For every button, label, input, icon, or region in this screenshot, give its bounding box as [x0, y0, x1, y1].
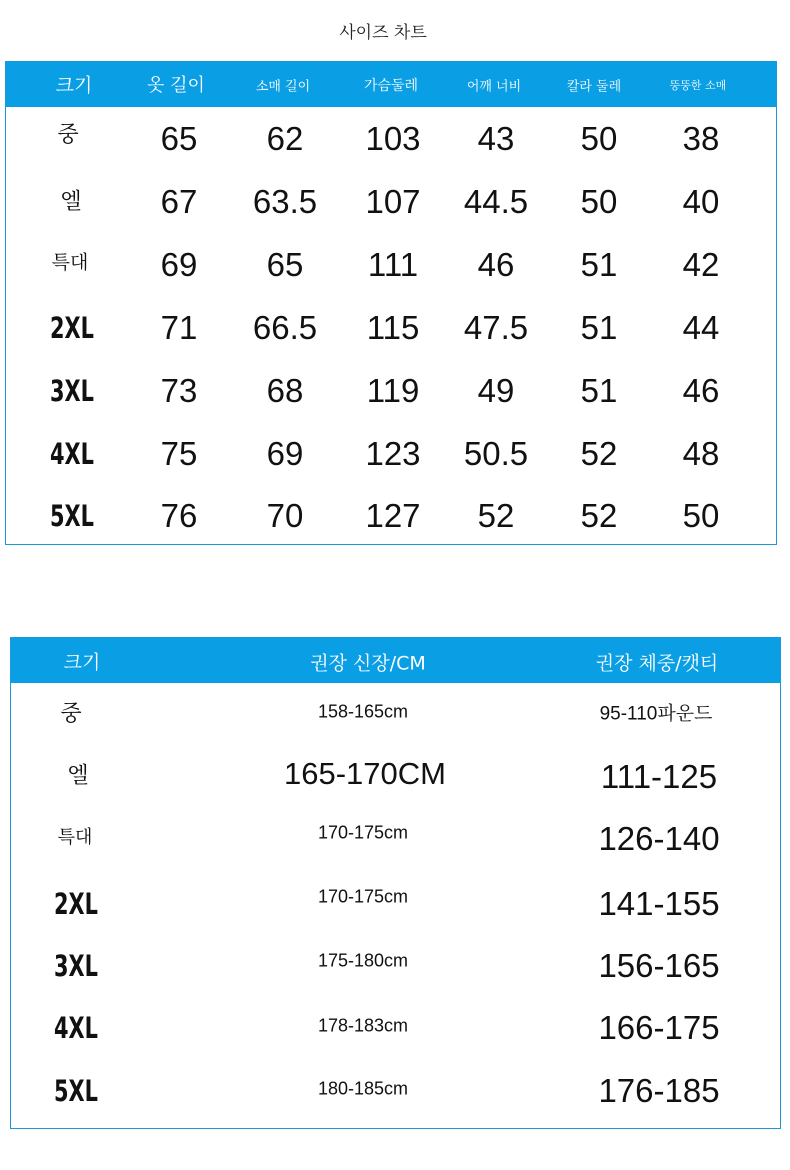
size-label: 3XL — [54, 949, 98, 983]
value-cell: 38 — [682, 120, 720, 157]
table-row — [6, 372, 776, 409]
value-cell: 62 — [266, 120, 304, 157]
header-collar: 칼라 둘레 — [566, 79, 622, 95]
weight-cell: 95-110파운드 — [599, 703, 713, 725]
value-cell: 52 — [477, 497, 515, 534]
table-row — [11, 701, 780, 727]
table-row — [6, 435, 776, 472]
header-height: 권장 신장/CM — [310, 652, 426, 675]
header-size: 크기 — [63, 651, 101, 674]
header-chest: 가슴둘레 — [363, 78, 419, 94]
measurement-table — [5, 61, 777, 545]
table-row — [11, 756, 780, 795]
table-row — [6, 246, 776, 283]
size-label: 2XL — [50, 311, 94, 345]
value-cell: 43 — [477, 120, 515, 157]
measurement-table-header — [6, 62, 776, 107]
value-cell: 66.5 — [252, 309, 318, 346]
header-length: 옷 길이 — [147, 75, 205, 96]
value-cell: 50.5 — [463, 435, 529, 472]
value-cell: 65 — [160, 120, 198, 157]
value-cell: 47.5 — [463, 309, 529, 346]
height-cell: 175-180cm — [317, 950, 409, 971]
size-label: 5XL — [50, 499, 94, 533]
table-row — [11, 1072, 780, 1109]
value-cell: 65 — [266, 246, 304, 283]
value-cell: 75 — [160, 435, 198, 472]
value-cell: 50 — [682, 497, 720, 534]
header-sleeve: 소매 길이 — [255, 79, 311, 95]
value-cell: 67 — [160, 183, 198, 220]
value-cell: 48 — [682, 435, 720, 472]
header-size: 크기 — [55, 74, 93, 97]
header-shoulder: 어깨 너비 — [466, 79, 522, 95]
height-cell: 165-170CM — [284, 756, 446, 791]
value-cell: 51 — [580, 246, 618, 283]
value-cell: 71 — [160, 309, 198, 346]
value-cell: 103 — [365, 120, 421, 157]
size-label: 4XL — [50, 437, 94, 471]
value-cell: 50 — [580, 183, 618, 220]
value-cell: 123 — [365, 435, 421, 472]
height-cell: 170-175cm — [317, 886, 409, 907]
table-row — [6, 497, 776, 534]
value-cell: 44.5 — [463, 183, 529, 220]
size-label: 2XL — [54, 887, 98, 921]
value-cell: 76 — [160, 497, 198, 534]
size-label: 엘 — [60, 189, 82, 215]
value-cell: 49 — [477, 372, 515, 409]
size-label: 중 — [60, 701, 82, 727]
size-label: 5XL — [54, 1074, 98, 1108]
size-label: 중 — [57, 122, 79, 148]
table-row — [6, 120, 776, 157]
value-cell: 68 — [266, 372, 304, 409]
header-cuff: 뚱뚱한 소매 — [669, 79, 727, 92]
value-cell: 107 — [365, 183, 421, 220]
value-cell: 51 — [580, 309, 618, 346]
size-label: 특대 — [51, 251, 89, 274]
value-cell: 52 — [580, 435, 618, 472]
weight-cell: 111-125 — [600, 758, 718, 795]
value-cell: 69 — [160, 246, 198, 283]
value-cell: 63.5 — [252, 183, 318, 220]
header-weight: 권장 체중/캣티 — [595, 652, 719, 675]
table-row — [11, 1009, 780, 1046]
size-label: 특대 — [57, 827, 93, 848]
value-cell: 52 — [580, 497, 618, 534]
value-cell: 42 — [682, 246, 720, 283]
value-cell: 70 — [266, 497, 304, 534]
value-cell: 119 — [366, 372, 420, 409]
page-title: 사이즈 차트 — [339, 23, 427, 43]
value-cell: 50 — [580, 120, 618, 157]
value-cell: 46 — [682, 372, 720, 409]
height-cell: 158-165cm — [317, 701, 409, 722]
value-cell: 40 — [682, 183, 720, 220]
value-cell: 51 — [580, 372, 618, 409]
value-cell: 127 — [365, 497, 421, 534]
recommendation-table-header — [11, 638, 780, 683]
value-cell: 44 — [682, 309, 720, 346]
size-label: 4XL — [54, 1011, 98, 1045]
value-cell: 115 — [366, 309, 420, 346]
table-row — [6, 183, 776, 220]
table-row — [6, 309, 776, 346]
weight-cell: 176-185 — [598, 1072, 720, 1109]
recommendation-table — [10, 637, 781, 1129]
table-row — [11, 820, 780, 857]
value-cell: 73 — [160, 372, 198, 409]
weight-cell: 156-165 — [598, 947, 720, 984]
table-row — [11, 885, 780, 922]
size-label: 엘 — [67, 763, 89, 789]
size-label: 3XL — [50, 374, 94, 408]
weight-cell: 126-140 — [598, 820, 720, 857]
value-cell: 69 — [266, 435, 304, 472]
weight-cell: 141-155 — [598, 885, 720, 922]
weight-cell: 166-175 — [598, 1009, 720, 1046]
height-cell: 178-183cm — [317, 1015, 409, 1036]
value-cell: 111 — [367, 246, 419, 283]
height-cell: 170-175cm — [317, 822, 409, 843]
table-row — [11, 947, 780, 984]
height-cell: 180-185cm — [317, 1078, 409, 1099]
value-cell: 46 — [477, 246, 515, 283]
